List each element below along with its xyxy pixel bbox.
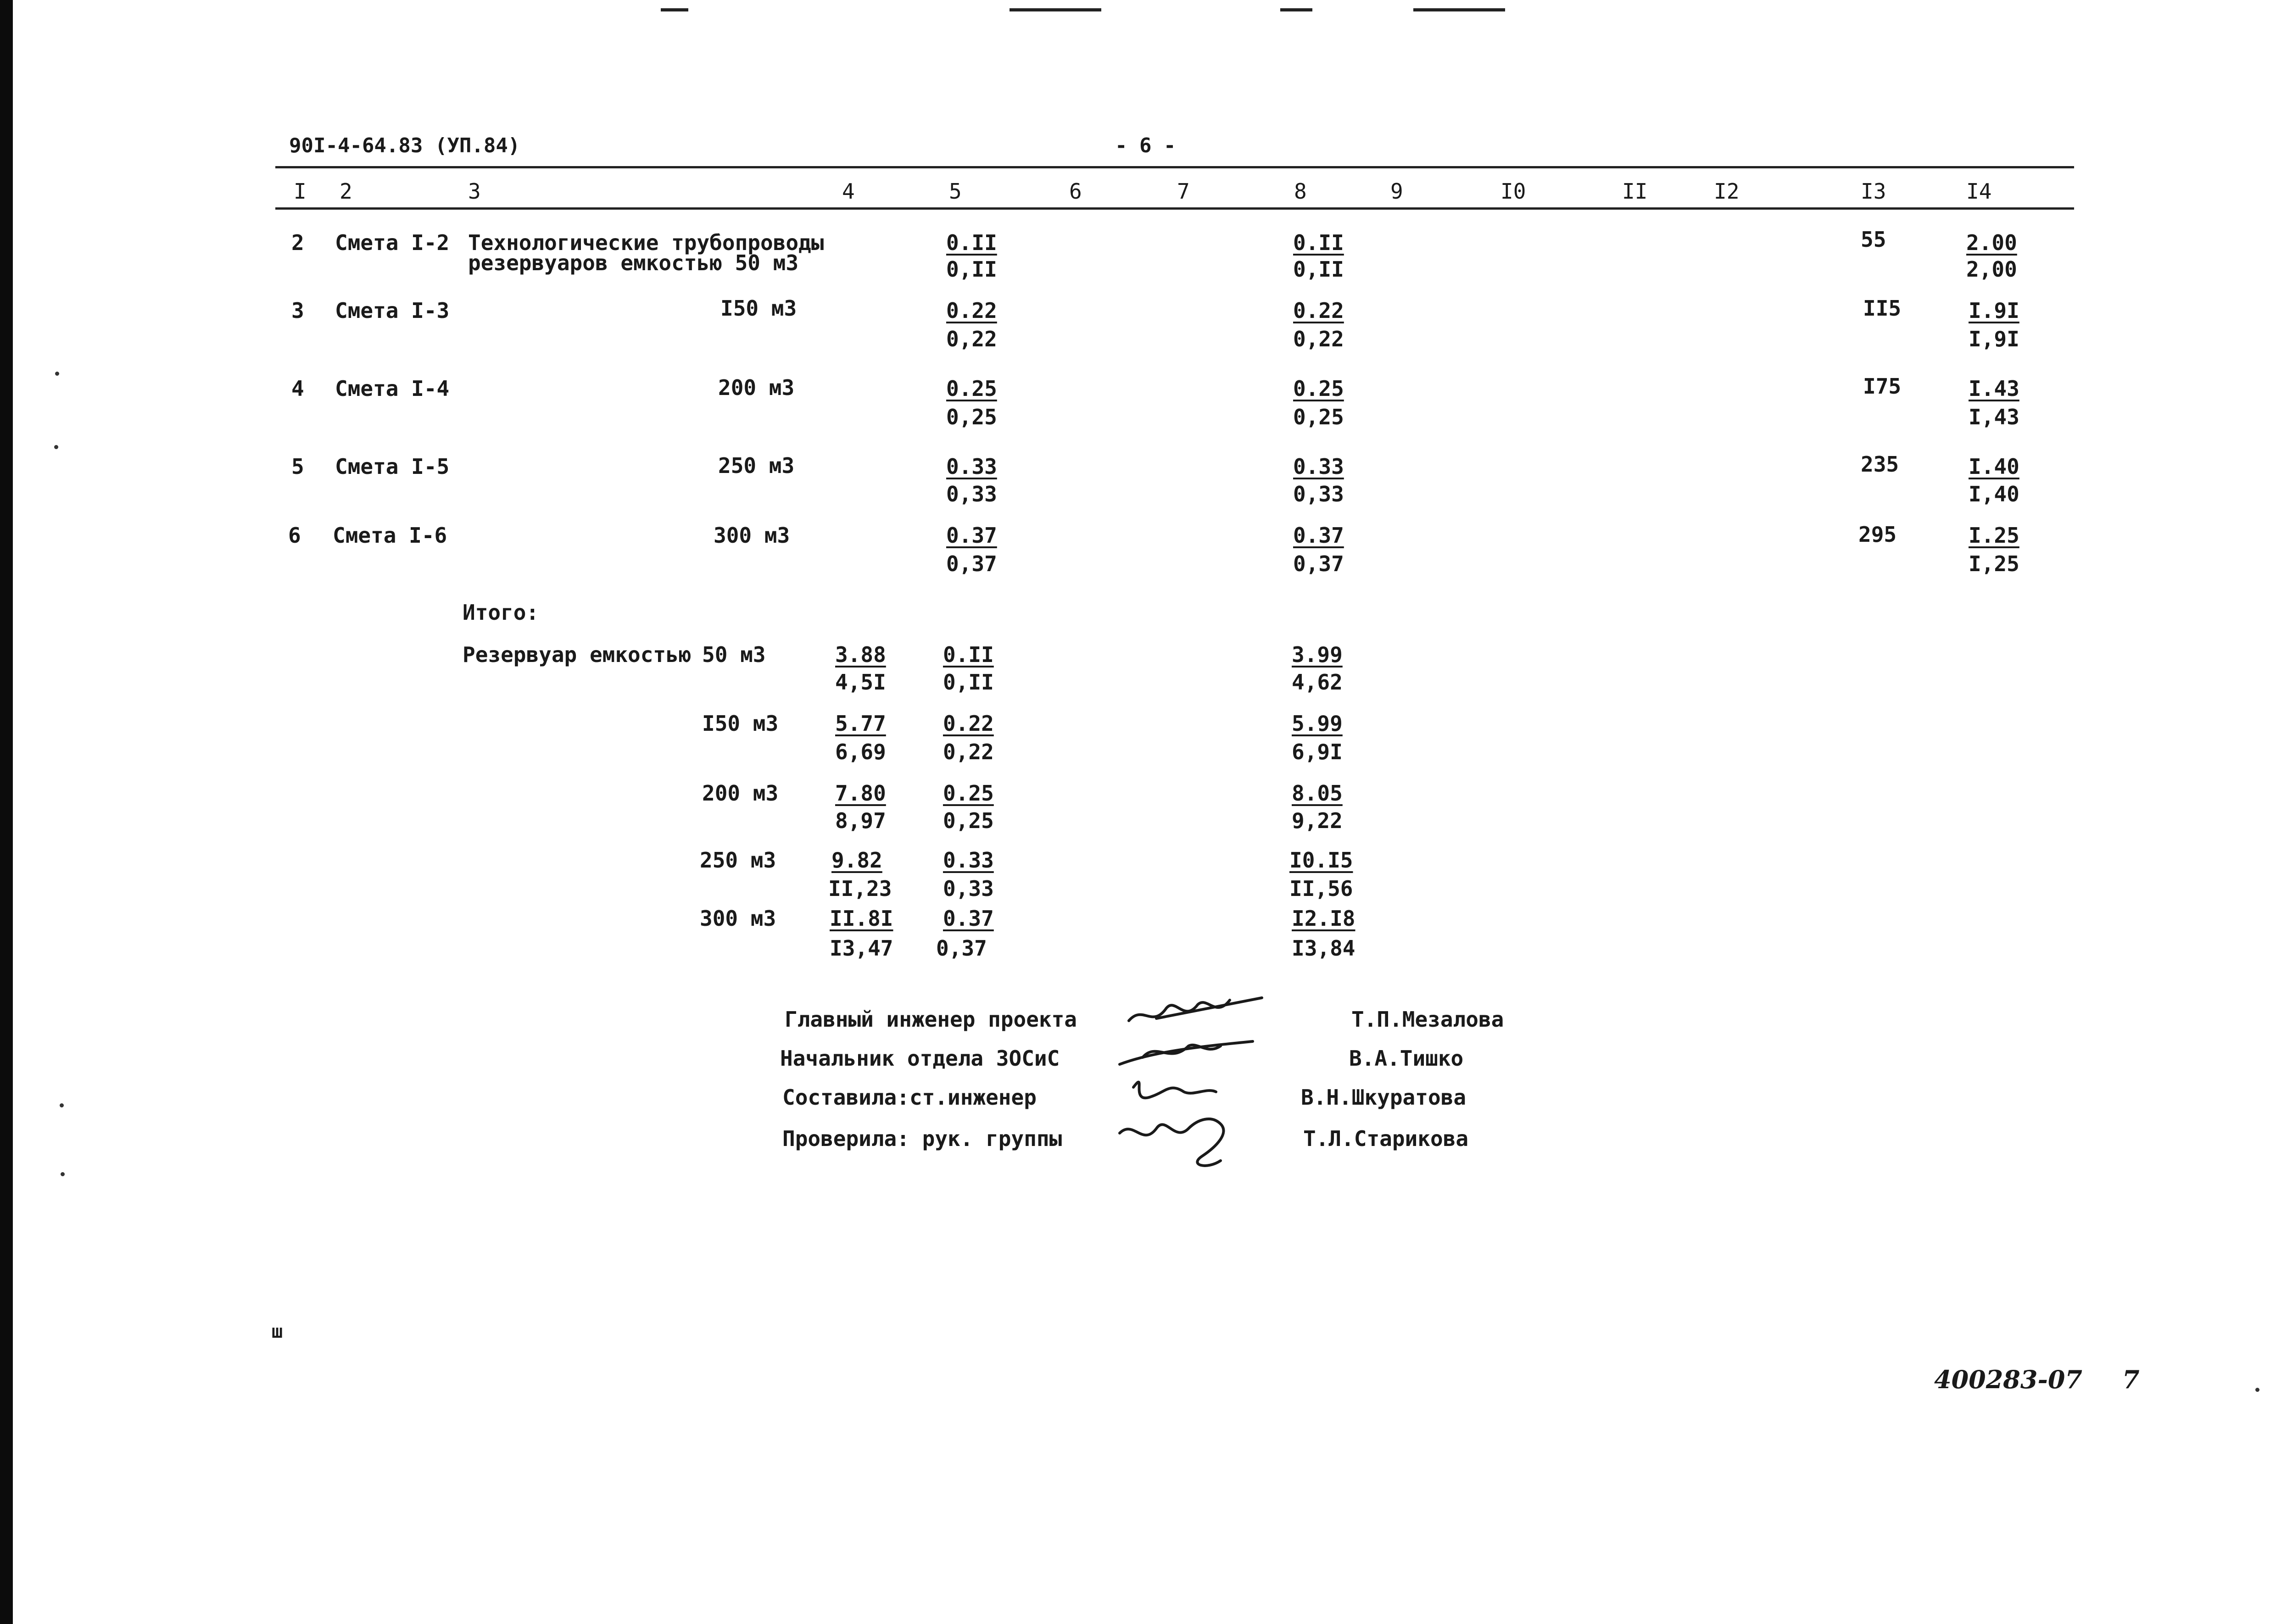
col5-value: 0.33 (943, 848, 994, 873)
col14-value: I,25 (1969, 551, 2019, 576)
estimate-name: Смета I-6 (333, 523, 447, 548)
col8-value: 3.99 (1292, 642, 1343, 667)
signatory-name: Т.Л.Старикова (1303, 1126, 1469, 1151)
column-header-3: 3 (468, 179, 481, 204)
handwritten-signatures (1101, 977, 1331, 1188)
estimate-name: Смета I-5 (335, 454, 450, 479)
scan-speck (2255, 1388, 2259, 1392)
row-volume: 250 м3 (718, 453, 795, 478)
column-header-5: 5 (949, 179, 962, 204)
col5-value: 0,II (946, 257, 997, 282)
column-header-6: 6 (1069, 179, 1082, 204)
col5-value: 0.22 (946, 298, 997, 323)
col5-value: 0,33 (946, 482, 997, 506)
col8-value: I2.I8 (1292, 906, 1355, 931)
row-volume: 300 м3 (714, 523, 790, 548)
col4-value: 6,69 (835, 740, 886, 764)
col4-value: 3.88 (835, 642, 886, 667)
totals-volume: 200 м3 (702, 781, 779, 806)
column-header-8: 8 (1294, 179, 1307, 204)
col8-value: 0,37 (1293, 551, 1344, 576)
col8-value: 0.25 (1293, 376, 1344, 401)
estimate-name: Смета I-2 (335, 230, 450, 255)
signatory-name: В.А.Тишко (1349, 1046, 1464, 1071)
col8-value: 8.05 (1292, 781, 1343, 806)
col8-value: 0.33 (1293, 454, 1344, 479)
col4-value: 8,97 (835, 808, 886, 833)
col5-value: 0.33 (946, 454, 997, 479)
scan-artifact (1010, 8, 1101, 11)
col14-value: I.43 (1969, 376, 2019, 401)
scan-speck (54, 445, 58, 449)
col14-value: 2,00 (1966, 257, 2017, 282)
col14-value: I,9I (1969, 327, 2019, 351)
column-header-14: I4 (1966, 179, 1992, 204)
col8-value: 0.22 (1293, 298, 1344, 323)
row-number: 2 (291, 230, 304, 255)
signatory-name: В.Н.Шкуратова (1301, 1085, 1467, 1110)
sheet-mark: 7 (2122, 1365, 2140, 1394)
estimate-name: Смета I-3 (335, 298, 450, 323)
col8-value: 0,25 (1293, 405, 1344, 429)
column-header-12: I2 (1714, 179, 1740, 204)
col4-value: II.8I (830, 906, 893, 931)
totals-volume: 250 м3 (700, 848, 776, 873)
signatory-role: Начальник отдела ЗОСиС (780, 1046, 1060, 1071)
col8-value: 0,33 (1293, 482, 1344, 506)
col13-value: I75 (1863, 374, 1902, 399)
scan-artifact (661, 8, 688, 11)
scan-edge (0, 0, 13, 1624)
col5-value: 0.25 (946, 376, 997, 401)
row-number: 5 (291, 454, 304, 479)
col5-value: 0,25 (946, 405, 997, 429)
col8-value: 0.II (1293, 230, 1344, 255)
col8-value: I0.I5 (1289, 848, 1353, 873)
totals-label: Итого: (463, 600, 539, 625)
col8-value: 0,22 (1293, 327, 1344, 351)
col4-value: I3,47 (830, 936, 893, 961)
col8-value: 5.99 (1292, 711, 1343, 736)
row-description: резервуаров емкостью 50 м3 (468, 250, 799, 275)
col14-value: I.9I (1969, 298, 2019, 323)
row-description: Технологические трубопроводы (468, 230, 824, 255)
col8-value: 0.37 (1293, 523, 1344, 548)
reservoir-label: Резервуар емкостью (463, 642, 692, 667)
document-code: 90I-4-64.83 (УП.84) (289, 134, 520, 157)
column-header-10: I0 (1500, 179, 1526, 204)
column-header-1: I (294, 179, 307, 204)
col13-value: 295 (1858, 522, 1897, 547)
col5-value: 0.37 (946, 523, 997, 548)
col5-value: 0,25 (943, 808, 994, 833)
col8-value: 6,9I (1292, 740, 1343, 764)
column-header-9: 9 (1390, 179, 1403, 204)
signatory-role: Главный инженер проекта (785, 1007, 1077, 1032)
col13-value: 55 (1861, 227, 1886, 252)
col4-value: 4,5I (835, 670, 886, 695)
col5-value: 0.22 (943, 711, 994, 736)
scan-artifact (1280, 8, 1312, 11)
col5-value: 0,33 (943, 876, 994, 901)
row-number: 6 (288, 523, 301, 548)
col4-value: 9.82 (831, 848, 882, 873)
totals-volume: I50 м3 (702, 711, 779, 736)
signatory-role: Составила:ст.инженер (782, 1085, 1037, 1110)
table-top-rule (275, 166, 2074, 168)
col8-value: 0,II (1293, 257, 1344, 282)
signatory-role: Проверила: рук. группы (782, 1126, 1062, 1151)
row-volume: 200 м3 (718, 375, 795, 400)
totals-volume: 50 м3 (702, 642, 766, 667)
col13-value: II5 (1863, 296, 1902, 321)
col14-value: I.40 (1969, 454, 2019, 479)
col5-value: 0,37 (936, 936, 987, 961)
page-number: - 6 - (1115, 134, 1176, 157)
col14-value: I.25 (1969, 523, 2019, 548)
col5-value: 0.37 (943, 906, 994, 931)
col4-value: II,23 (828, 876, 892, 901)
scan-speck (55, 372, 59, 376)
scan-speck (61, 1172, 65, 1176)
column-header-11: II (1622, 179, 1648, 204)
col4-value: 5.77 (835, 711, 886, 736)
column-header-13: I3 (1861, 179, 1886, 204)
row-volume: I50 м3 (720, 296, 797, 321)
archive-number: 400283-07 (1934, 1365, 2082, 1394)
col13-value: 235 (1861, 452, 1899, 477)
row-number: 4 (291, 376, 304, 401)
scan-artifact (1413, 8, 1505, 11)
col14-value: I,43 (1969, 405, 2019, 429)
column-header-7: 7 (1177, 179, 1190, 204)
col5-value: 0,22 (943, 740, 994, 764)
row-number: 3 (291, 298, 304, 323)
table-header-rule (275, 207, 2074, 210)
col8-value: 4,62 (1292, 670, 1343, 695)
col5-value: 0,II (943, 670, 994, 695)
signatory-name: Т.П.Мезалова (1351, 1007, 1504, 1032)
col14-value: I,40 (1969, 482, 2019, 506)
column-header-2: 2 (340, 179, 352, 204)
scan-speck (60, 1103, 64, 1107)
col8-value: I3,84 (1292, 936, 1355, 961)
totals-volume: 300 м3 (700, 906, 776, 931)
col4-value: 7.80 (835, 781, 886, 806)
col5-value: 0,37 (946, 551, 997, 576)
col5-value: 0.25 (943, 781, 994, 806)
col5-value: 0.II (946, 230, 997, 255)
col5-value: 0.II (943, 642, 994, 667)
col8-value: 9,22 (1292, 808, 1343, 833)
col8-value: II,56 (1289, 876, 1353, 901)
footer-left-mark: ш (272, 1321, 283, 1342)
column-header-4: 4 (842, 179, 855, 204)
col14-value: 2.00 (1966, 230, 2017, 255)
estimate-name: Смета I-4 (335, 376, 450, 401)
col5-value: 0,22 (946, 327, 997, 351)
